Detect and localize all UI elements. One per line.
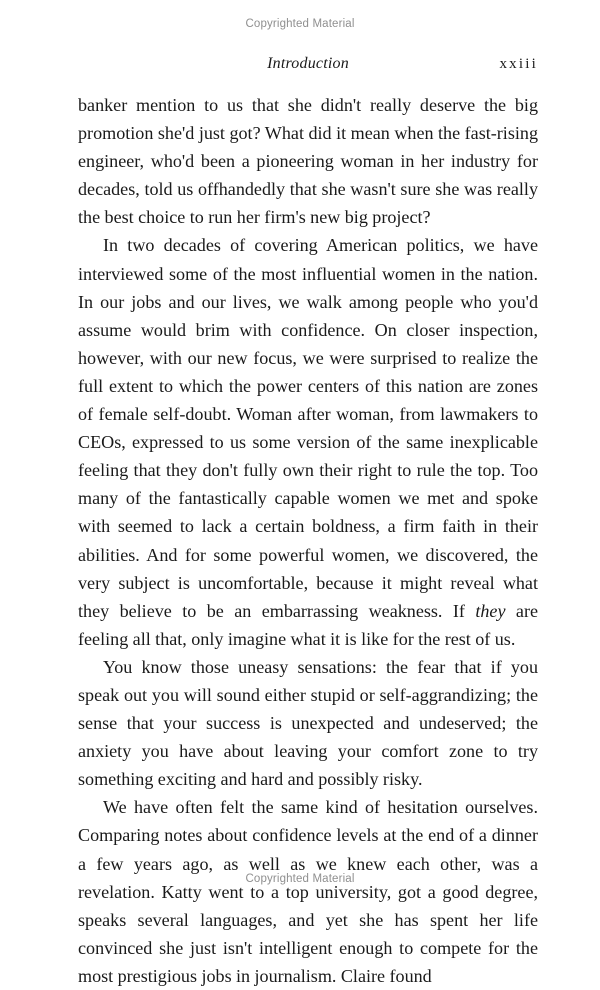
paragraph-2 bbox=[78, 231, 538, 652]
running-head-title: Introduction bbox=[267, 55, 349, 72]
running-head bbox=[78, 55, 538, 77]
body-text-block bbox=[78, 91, 538, 990]
paragraph-1: banker mention to us that she didn't really deserve the big promotion she'd just got? What did it mean when the fast-rising engineer, who'd been a pioneering woman in her industry for decades, told us offhandedly that she wasn't sure she was really the best choice to run her firm's new big project? bbox=[78, 95, 538, 228]
paragraph-2-part-a: In two decades of covering American politics, we have interviewed some of the most influential women in the nation. In our jobs and our lives, we walk among people who you'd assume would brim with confidence. On closer inspection, however, with our new focus, we were surprised to realize the full extent to which the power centers of this nation are zones of female self-doubt. Woman after woman, from lawmakers to CEOs, expressed to us some version of the same inexplicable feeling that they don't fully own their right to rule the top. Too many of the fantastically capable women we met and spoke with seemed to lack a certain boldness, a firm faith in their abilities. And for some powerful women, we discovered, the very subject is uncomfortable, because it might reveal what they believe to be an embarrassing weakness. If bbox=[78, 235, 538, 621]
copyright-watermark-bottom: Copyrighted Material bbox=[245, 873, 355, 885]
paragraph-2-part-b: are feeling all that, only imagine what it is like for the rest of us. bbox=[78, 600, 539, 649]
emphasis-they: they bbox=[475, 600, 506, 621]
copyright-watermark-top: Copyrighted Material bbox=[245, 18, 355, 30]
page-number: xxiii bbox=[499, 56, 538, 72]
paragraph-4: We have often felt the same kind of hesitation ourselves. Comparing notes about confidence levels at the end of a dinner a few years ago, as well as we knew each other, was a revelation. Katty went to a top university, got a good degree, speaks several languages, and yet she has spent her life convinced she just isn't intelligent enough to compete for the most prestigious jobs in journalism. Claire found bbox=[78, 797, 538, 986]
paragraph-3: You know those uneasy sensations: the fear that if you speak out you will sound either stupid or self-aggrandizing; the sense that your success is unexpected and undeserved; the anxiety you have about leaving your comfort zone to try something exciting and hard and possibly risky. bbox=[78, 656, 538, 790]
